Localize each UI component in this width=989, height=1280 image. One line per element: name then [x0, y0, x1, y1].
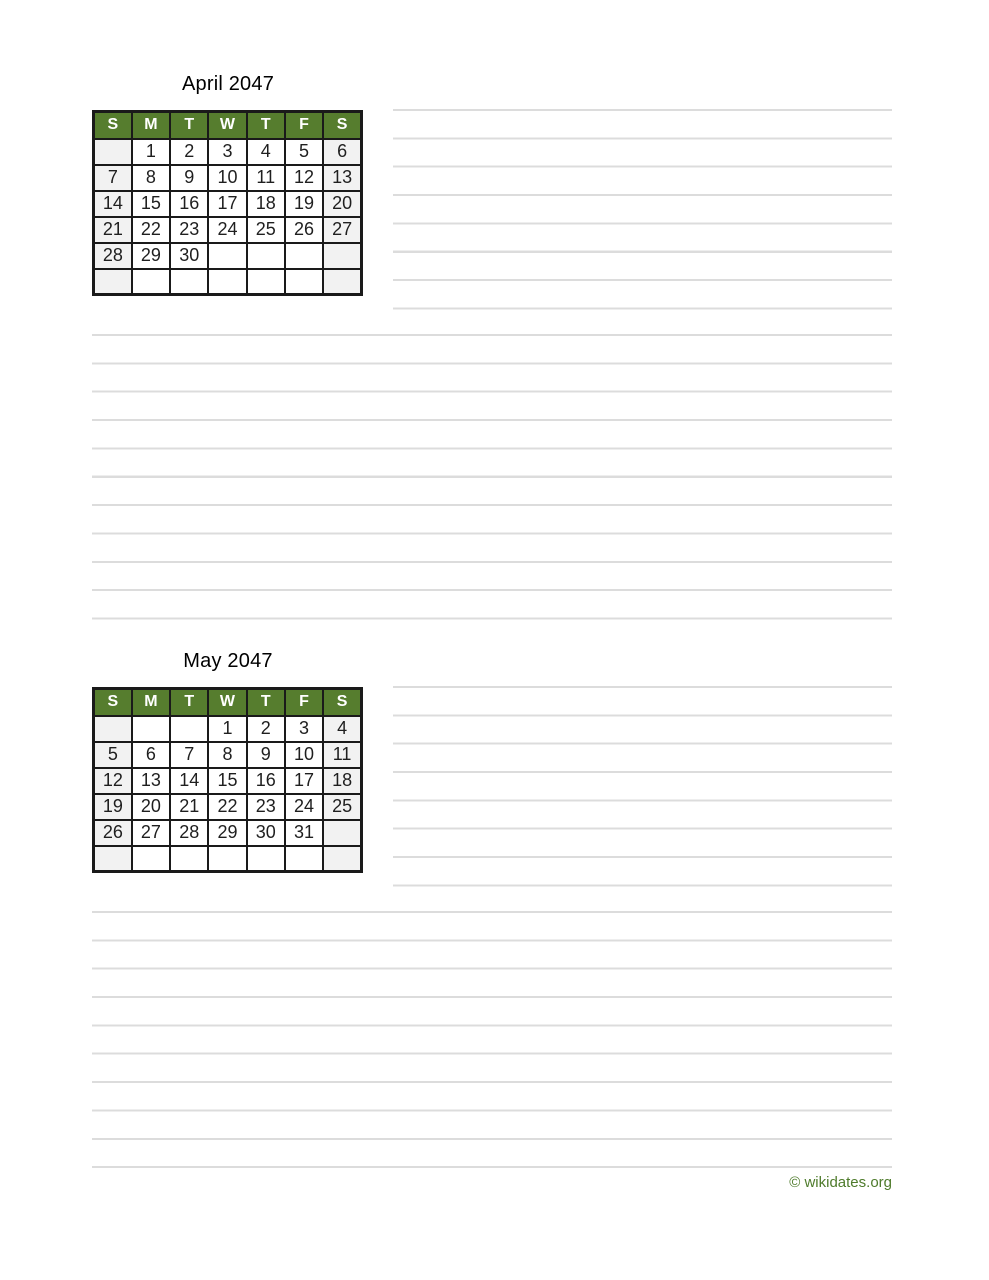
empty-day-cell [323, 820, 361, 846]
week-row [94, 820, 362, 846]
day-header-cell: S [94, 689, 132, 716]
day-cell: 16 [170, 191, 208, 217]
day-cell: 17 [208, 191, 246, 217]
day-cell: 6 [132, 742, 170, 768]
day-cell: 2 [247, 716, 285, 742]
day-header-cell: T [247, 689, 285, 716]
day-cell: 29 [132, 243, 170, 269]
day-cell: 20 [323, 191, 361, 217]
day-header-cell: S [323, 112, 361, 139]
empty-day-cell [170, 716, 208, 742]
day-cell: 26 [94, 820, 132, 846]
day-cell: 30 [170, 243, 208, 269]
note-lines-april-side [393, 109, 892, 310]
calendar-table-april [92, 110, 363, 296]
note-lines-may-below [92, 911, 892, 1168]
empty-day-cell [208, 846, 246, 872]
day-header-cell: S [323, 689, 361, 716]
day-header-cell: M [132, 112, 170, 139]
empty-day-cell [247, 846, 285, 872]
week-row [94, 191, 362, 217]
day-cell: 25 [323, 794, 361, 820]
empty-day-cell [132, 269, 170, 295]
day-cell: 4 [247, 139, 285, 165]
day-cell: 10 [208, 165, 246, 191]
day-cell: 8 [208, 742, 246, 768]
day-header-cell: T [170, 689, 208, 716]
day-cell: 1 [208, 716, 246, 742]
empty-day-cell [285, 269, 323, 295]
week-row [94, 768, 362, 794]
day-cell: 22 [208, 794, 246, 820]
empty-day-cell [247, 243, 285, 269]
day-cell: 7 [94, 165, 132, 191]
day-cell: 24 [285, 794, 323, 820]
empty-day-cell [285, 243, 323, 269]
day-cell: 19 [94, 794, 132, 820]
day-header-cell: W [208, 689, 246, 716]
day-cell: 23 [247, 794, 285, 820]
day-header-cell: M [132, 689, 170, 716]
week-row [94, 139, 362, 165]
week-row [94, 794, 362, 820]
week-row [94, 716, 362, 742]
day-cell: 12 [94, 768, 132, 794]
empty-day-cell [132, 846, 170, 872]
day-header-row [94, 689, 362, 716]
day-cell: 22 [132, 217, 170, 243]
empty-day-cell [94, 139, 132, 165]
empty-day-cell [132, 716, 170, 742]
day-cell: 26 [285, 217, 323, 243]
day-cell: 6 [323, 139, 361, 165]
month-title-may: May 2047 [183, 650, 273, 672]
day-header-cell: F [285, 112, 323, 139]
day-cell: 11 [247, 165, 285, 191]
empty-day-cell [94, 269, 132, 295]
day-cell: 3 [208, 139, 246, 165]
day-header-cell: T [170, 112, 208, 139]
day-cell: 29 [208, 820, 246, 846]
empty-day-cell [170, 846, 208, 872]
day-cell: 16 [247, 768, 285, 794]
day-cell: 15 [132, 191, 170, 217]
week-row [94, 243, 362, 269]
day-cell: 11 [323, 742, 361, 768]
day-cell: 27 [132, 820, 170, 846]
empty-day-cell [323, 243, 361, 269]
note-lines-april-below [92, 334, 892, 620]
day-header-cell: W [208, 112, 246, 139]
day-cell: 1 [132, 139, 170, 165]
empty-day-cell [170, 269, 208, 295]
day-cell: 5 [94, 742, 132, 768]
week-row [94, 269, 362, 295]
day-cell: 17 [285, 768, 323, 794]
day-cell: 4 [323, 716, 361, 742]
month-title-april: April 2047 [181, 73, 275, 95]
empty-day-cell [323, 269, 361, 295]
day-cell: 20 [132, 794, 170, 820]
day-cell: 3 [285, 716, 323, 742]
day-header-cell: F [285, 689, 323, 716]
site-credit: © wikidates.org [789, 1174, 892, 1191]
day-header-row [94, 112, 362, 139]
day-cell: 13 [323, 165, 361, 191]
week-row [94, 846, 362, 872]
day-header-cell: S [94, 112, 132, 139]
day-cell: 19 [285, 191, 323, 217]
empty-day-cell [94, 846, 132, 872]
day-cell: 30 [247, 820, 285, 846]
day-header-cell: T [247, 112, 285, 139]
calendar-table-may [92, 687, 363, 873]
day-cell: 5 [285, 139, 323, 165]
day-cell: 14 [170, 768, 208, 794]
week-row [94, 742, 362, 768]
day-cell: 9 [170, 165, 208, 191]
day-cell: 21 [94, 217, 132, 243]
day-cell: 18 [323, 768, 361, 794]
empty-day-cell [208, 243, 246, 269]
day-cell: 14 [94, 191, 132, 217]
day-cell: 2 [170, 139, 208, 165]
week-row [94, 217, 362, 243]
day-cell: 8 [132, 165, 170, 191]
empty-day-cell [247, 269, 285, 295]
day-cell: 10 [285, 742, 323, 768]
week-row [94, 165, 362, 191]
empty-day-cell [285, 846, 323, 872]
day-cell: 13 [132, 768, 170, 794]
day-cell: 23 [170, 217, 208, 243]
day-cell: 15 [208, 768, 246, 794]
empty-day-cell [323, 846, 361, 872]
day-cell: 31 [285, 820, 323, 846]
day-cell: 9 [247, 742, 285, 768]
day-cell: 18 [247, 191, 285, 217]
empty-day-cell [208, 269, 246, 295]
note-lines-may-side [393, 686, 892, 887]
day-cell: 28 [94, 243, 132, 269]
day-cell: 24 [208, 217, 246, 243]
day-cell: 7 [170, 742, 208, 768]
day-cell: 12 [285, 165, 323, 191]
day-cell: 27 [323, 217, 361, 243]
empty-day-cell [94, 716, 132, 742]
day-cell: 25 [247, 217, 285, 243]
day-cell: 21 [170, 794, 208, 820]
day-cell: 28 [170, 820, 208, 846]
